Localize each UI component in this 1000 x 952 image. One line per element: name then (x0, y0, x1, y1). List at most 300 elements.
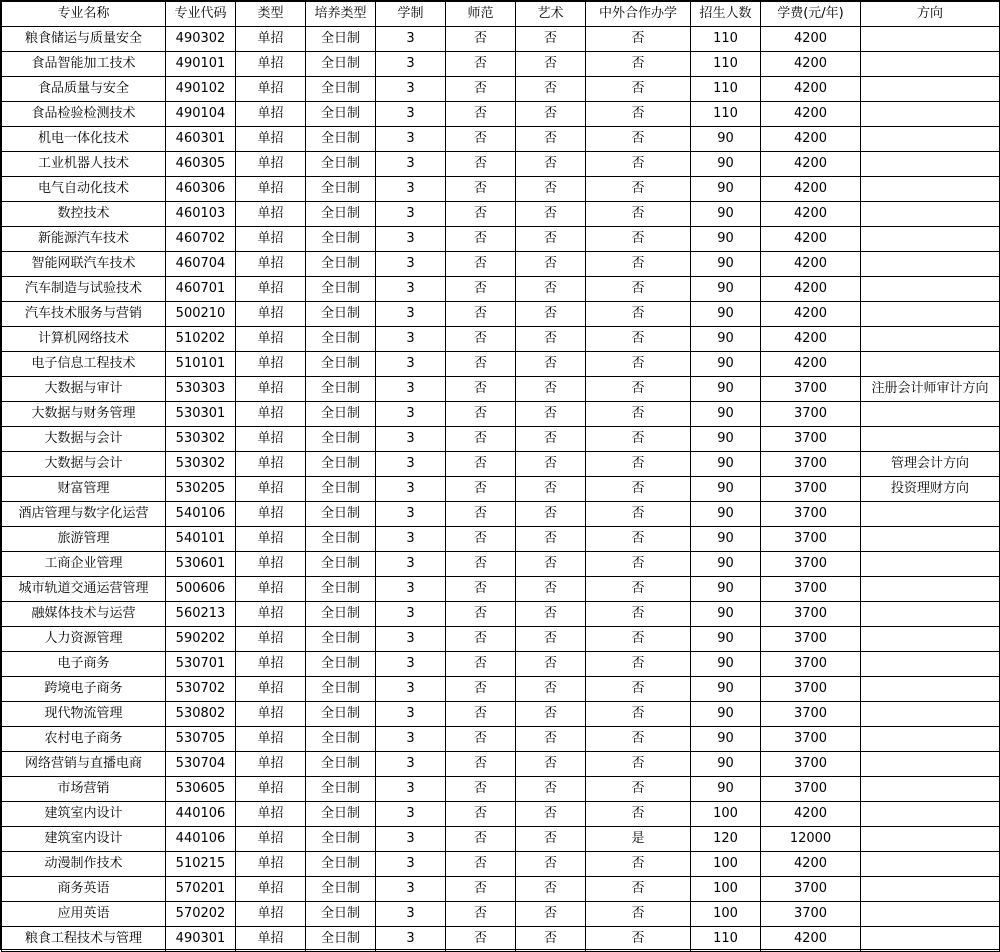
direction-cell (861, 302, 1000, 327)
table-row (2, 777, 1000, 802)
duration-cell: 3 (376, 227, 446, 252)
major-code-cell: 460305 (166, 152, 236, 177)
normal-education-cell: 否 (446, 152, 516, 177)
enrollment-cell: 110 (691, 77, 761, 102)
table-row (2, 677, 1000, 702)
training-type-cell: 全日制 (306, 902, 376, 927)
type-cell: 单招 (236, 127, 306, 152)
table-row (2, 277, 1000, 302)
art-cell: 否 (516, 177, 586, 202)
normal-education-cell: 否 (446, 127, 516, 152)
art-cell: 否 (516, 102, 586, 127)
tuition-cell: 4200 (761, 802, 861, 827)
table-row (2, 577, 1000, 602)
header-normal-education: 师范 (446, 2, 516, 27)
type-cell: 单招 (236, 502, 306, 527)
table-row (2, 202, 1000, 227)
table-row (2, 552, 1000, 577)
art-cell: 否 (516, 227, 586, 252)
direction-cell (861, 627, 1000, 652)
training-type-cell: 全日制 (306, 702, 376, 727)
art-cell: 否 (516, 577, 586, 602)
joint-program-cell: 否 (586, 852, 691, 877)
enrollment-cell: 90 (691, 152, 761, 177)
type-cell: 单招 (236, 377, 306, 402)
enrollment-table (1, 1, 1000, 952)
normal-education-cell: 否 (446, 677, 516, 702)
normal-education-cell: 否 (446, 427, 516, 452)
type-cell: 单招 (236, 227, 306, 252)
enrollment-cell: 90 (691, 752, 761, 777)
tuition-cell: 3700 (761, 477, 861, 502)
duration-cell: 3 (376, 502, 446, 527)
direction-cell (861, 527, 1000, 552)
major-code-cell: 530702 (166, 677, 236, 702)
type-cell: 单招 (236, 277, 306, 302)
tuition-cell: 3700 (761, 652, 861, 677)
major-code-cell: 530705 (166, 727, 236, 752)
art-cell: 否 (516, 552, 586, 577)
training-type-cell: 全日制 (306, 277, 376, 302)
major-name-cell: 跨境电子商务 (2, 677, 166, 702)
training-type-cell: 全日制 (306, 302, 376, 327)
enrollment-cell: 110 (691, 52, 761, 77)
direction-cell (861, 327, 1000, 352)
table-row (2, 77, 1000, 102)
normal-education-cell: 否 (446, 252, 516, 277)
normal-education-cell: 否 (446, 277, 516, 302)
tuition-cell: 3700 (761, 677, 861, 702)
table-row (2, 227, 1000, 252)
major-code-cell: 530605 (166, 777, 236, 802)
major-code-cell: 530601 (166, 552, 236, 577)
duration-cell: 3 (376, 352, 446, 377)
major-name-cell: 融媒体技术与运营 (2, 602, 166, 627)
joint-program-cell: 否 (586, 452, 691, 477)
duration-cell: 3 (376, 877, 446, 902)
table-row (2, 852, 1000, 877)
joint-program-cell: 否 (586, 127, 691, 152)
direction-cell (861, 227, 1000, 252)
enrollment-cell: 90 (691, 702, 761, 727)
duration-cell: 3 (376, 377, 446, 402)
duration-cell: 3 (376, 277, 446, 302)
major-name-cell: 大数据与财务管理 (2, 402, 166, 427)
direction-cell (861, 877, 1000, 902)
table-row (2, 377, 1000, 402)
tuition-cell: 4200 (761, 27, 861, 52)
major-code-cell: 490302 (166, 27, 236, 52)
table-row (2, 352, 1000, 377)
table-row (2, 752, 1000, 777)
art-cell: 否 (516, 377, 586, 402)
training-type-cell: 全日制 (306, 452, 376, 477)
direction-cell (861, 102, 1000, 127)
joint-program-cell: 否 (586, 577, 691, 602)
enrollment-cell: 90 (691, 727, 761, 752)
training-type-cell: 全日制 (306, 552, 376, 577)
enrollment-cell: 100 (691, 852, 761, 877)
type-cell: 单招 (236, 877, 306, 902)
tuition-cell: 3700 (761, 527, 861, 552)
enrollment-cell: 90 (691, 177, 761, 202)
duration-cell: 3 (376, 152, 446, 177)
normal-education-cell: 否 (446, 902, 516, 927)
enrollment-cell: 90 (691, 202, 761, 227)
type-cell: 单招 (236, 802, 306, 827)
direction-cell: 管理会计方向 (861, 452, 1000, 477)
training-type-cell: 全日制 (306, 227, 376, 252)
joint-program-cell: 否 (586, 802, 691, 827)
header-major-name: 专业名称 (2, 2, 166, 27)
direction-cell (861, 177, 1000, 202)
major-code-cell: 530301 (166, 402, 236, 427)
type-cell: 单招 (236, 427, 306, 452)
major-code-cell: 490101 (166, 52, 236, 77)
normal-education-cell: 否 (446, 702, 516, 727)
major-code-cell: 540106 (166, 502, 236, 527)
header-duration: 学制 (376, 2, 446, 27)
table-row (2, 877, 1000, 902)
type-cell: 单招 (236, 252, 306, 277)
enrollment-cell: 90 (691, 577, 761, 602)
training-type-cell: 全日制 (306, 627, 376, 652)
joint-program-cell: 否 (586, 702, 691, 727)
table-row (2, 327, 1000, 352)
type-cell: 单招 (236, 827, 306, 852)
joint-program-cell: 否 (586, 227, 691, 252)
art-cell: 否 (516, 727, 586, 752)
major-code-cell: 460103 (166, 202, 236, 227)
joint-program-cell: 否 (586, 627, 691, 652)
normal-education-cell: 否 (446, 877, 516, 902)
training-type-cell: 全日制 (306, 577, 376, 602)
tuition-cell: 4200 (761, 327, 861, 352)
major-name-cell: 粮食工程技术与管理 (2, 927, 166, 952)
type-cell: 单招 (236, 327, 306, 352)
direction-cell (861, 127, 1000, 152)
normal-education-cell: 否 (446, 527, 516, 552)
training-type-cell: 全日制 (306, 202, 376, 227)
major-code-cell: 460704 (166, 252, 236, 277)
major-code-cell: 560213 (166, 602, 236, 627)
table-row (2, 827, 1000, 852)
enrollment-cell: 90 (691, 552, 761, 577)
duration-cell: 3 (376, 602, 446, 627)
duration-cell: 3 (376, 427, 446, 452)
major-name-cell: 农村电子商务 (2, 727, 166, 752)
type-cell: 单招 (236, 652, 306, 677)
major-code-cell: 440106 (166, 827, 236, 852)
training-type-cell: 全日制 (306, 777, 376, 802)
type-cell: 单招 (236, 527, 306, 552)
art-cell: 否 (516, 277, 586, 302)
major-name-cell: 酒店管理与数字化运营 (2, 502, 166, 527)
training-type-cell: 全日制 (306, 352, 376, 377)
duration-cell: 3 (376, 327, 446, 352)
major-code-cell: 530802 (166, 702, 236, 727)
normal-education-cell: 否 (446, 377, 516, 402)
joint-program-cell: 否 (586, 402, 691, 427)
table-row (2, 452, 1000, 477)
major-code-cell: 510215 (166, 852, 236, 877)
major-name-cell: 大数据与会计 (2, 452, 166, 477)
tuition-cell: 3700 (761, 877, 861, 902)
table-body (2, 27, 1000, 952)
table-row (2, 177, 1000, 202)
joint-program-cell: 否 (586, 877, 691, 902)
duration-cell: 3 (376, 102, 446, 127)
direction-cell (861, 752, 1000, 777)
major-name-cell: 新能源汽车技术 (2, 227, 166, 252)
joint-program-cell: 否 (586, 552, 691, 577)
direction-cell (861, 802, 1000, 827)
joint-program-cell: 否 (586, 152, 691, 177)
duration-cell: 3 (376, 527, 446, 552)
direction-cell (861, 577, 1000, 602)
joint-program-cell: 否 (586, 252, 691, 277)
direction-cell (861, 152, 1000, 177)
type-cell: 单招 (236, 177, 306, 202)
joint-program-cell: 否 (586, 52, 691, 77)
art-cell: 否 (516, 527, 586, 552)
normal-education-cell: 否 (446, 827, 516, 852)
normal-education-cell: 否 (446, 27, 516, 52)
tuition-cell: 12000 (761, 827, 861, 852)
major-name-cell: 计算机网络技术 (2, 327, 166, 352)
joint-program-cell: 是 (586, 827, 691, 852)
direction-cell (861, 852, 1000, 877)
major-name-cell: 汽车技术服务与营销 (2, 302, 166, 327)
major-name-cell: 建筑室内设计 (2, 802, 166, 827)
direction-cell (861, 402, 1000, 427)
normal-education-cell: 否 (446, 602, 516, 627)
training-type-cell: 全日制 (306, 927, 376, 952)
type-cell: 单招 (236, 27, 306, 52)
joint-program-cell: 否 (586, 102, 691, 127)
major-name-cell: 工商企业管理 (2, 552, 166, 577)
major-code-cell: 500210 (166, 302, 236, 327)
art-cell: 否 (516, 152, 586, 177)
normal-education-cell: 否 (446, 627, 516, 652)
header-art: 艺术 (516, 2, 586, 27)
major-code-cell: 530302 (166, 427, 236, 452)
training-type-cell: 全日制 (306, 502, 376, 527)
tuition-cell: 4200 (761, 202, 861, 227)
table-row (2, 527, 1000, 552)
major-name-cell: 应用英语 (2, 902, 166, 927)
art-cell: 否 (516, 452, 586, 477)
normal-education-cell: 否 (446, 327, 516, 352)
normal-education-cell: 否 (446, 502, 516, 527)
tuition-cell: 3700 (761, 902, 861, 927)
joint-program-cell: 否 (586, 477, 691, 502)
tuition-cell: 3700 (761, 602, 861, 627)
direction-cell (861, 727, 1000, 752)
normal-education-cell: 否 (446, 927, 516, 952)
normal-education-cell: 否 (446, 752, 516, 777)
duration-cell: 3 (376, 27, 446, 52)
major-name-cell: 网络营销与直播电商 (2, 752, 166, 777)
duration-cell: 3 (376, 127, 446, 152)
table-row (2, 427, 1000, 452)
tuition-cell: 4200 (761, 227, 861, 252)
art-cell: 否 (516, 877, 586, 902)
tuition-cell: 3700 (761, 577, 861, 602)
tuition-cell: 3700 (761, 702, 861, 727)
direction-cell (861, 652, 1000, 677)
enrollment-cell: 120 (691, 827, 761, 852)
enrollment-cell: 90 (691, 402, 761, 427)
joint-program-cell: 否 (586, 177, 691, 202)
type-cell: 单招 (236, 927, 306, 952)
training-type-cell: 全日制 (306, 527, 376, 552)
training-type-cell: 全日制 (306, 102, 376, 127)
joint-program-cell: 否 (586, 752, 691, 777)
type-cell: 单招 (236, 602, 306, 627)
enrollment-cell: 90 (691, 502, 761, 527)
duration-cell: 3 (376, 927, 446, 952)
normal-education-cell: 否 (446, 52, 516, 77)
major-code-cell: 490301 (166, 927, 236, 952)
duration-cell: 3 (376, 577, 446, 602)
major-name-cell: 机电一体化技术 (2, 127, 166, 152)
major-code-cell: 570201 (166, 877, 236, 902)
tuition-cell: 4200 (761, 302, 861, 327)
enrollment-cell: 90 (691, 427, 761, 452)
normal-education-cell: 否 (446, 652, 516, 677)
enrollment-cell: 90 (691, 277, 761, 302)
type-cell: 单招 (236, 902, 306, 927)
normal-education-cell: 否 (446, 77, 516, 102)
normal-education-cell: 否 (446, 727, 516, 752)
major-name-cell: 财富管理 (2, 477, 166, 502)
art-cell: 否 (516, 752, 586, 777)
tuition-cell: 3700 (761, 452, 861, 477)
table-row (2, 902, 1000, 927)
joint-program-cell: 否 (586, 527, 691, 552)
type-cell: 单招 (236, 852, 306, 877)
duration-cell: 3 (376, 452, 446, 477)
table-row (2, 502, 1000, 527)
normal-education-cell: 否 (446, 302, 516, 327)
normal-education-cell: 否 (446, 802, 516, 827)
enrollment-cell: 110 (691, 102, 761, 127)
tuition-cell: 4200 (761, 277, 861, 302)
training-type-cell: 全日制 (306, 152, 376, 177)
major-name-cell: 汽车制造与试验技术 (2, 277, 166, 302)
direction-cell (861, 277, 1000, 302)
type-cell: 单招 (236, 52, 306, 77)
type-cell: 单招 (236, 452, 306, 477)
joint-program-cell: 否 (586, 302, 691, 327)
art-cell: 否 (516, 627, 586, 652)
tuition-cell: 4200 (761, 852, 861, 877)
enrollment-cell: 90 (691, 377, 761, 402)
art-cell: 否 (516, 652, 586, 677)
direction-cell (861, 52, 1000, 77)
major-code-cell: 530701 (166, 652, 236, 677)
type-cell: 单招 (236, 627, 306, 652)
duration-cell: 3 (376, 627, 446, 652)
duration-cell: 3 (376, 752, 446, 777)
enrollment-cell: 90 (691, 477, 761, 502)
training-type-cell: 全日制 (306, 427, 376, 452)
tuition-cell: 4200 (761, 352, 861, 377)
training-type-cell: 全日制 (306, 52, 376, 77)
type-cell: 单招 (236, 77, 306, 102)
direction-cell (861, 677, 1000, 702)
type-cell: 单招 (236, 402, 306, 427)
training-type-cell: 全日制 (306, 27, 376, 52)
table-row (2, 27, 1000, 52)
normal-education-cell: 否 (446, 402, 516, 427)
duration-cell: 3 (376, 727, 446, 752)
normal-education-cell: 否 (446, 352, 516, 377)
training-type-cell: 全日制 (306, 877, 376, 902)
major-code-cell: 530302 (166, 452, 236, 477)
tuition-cell: 4200 (761, 252, 861, 277)
tuition-cell: 4200 (761, 152, 861, 177)
art-cell: 否 (516, 802, 586, 827)
direction-cell (861, 827, 1000, 852)
table-row (2, 727, 1000, 752)
major-name-cell: 数控技术 (2, 202, 166, 227)
major-name-cell: 现代物流管理 (2, 702, 166, 727)
art-cell: 否 (516, 427, 586, 452)
table-row (2, 152, 1000, 177)
tuition-cell: 3700 (761, 627, 861, 652)
header-major-code: 专业代码 (166, 2, 236, 27)
direction-cell (861, 602, 1000, 627)
duration-cell: 3 (376, 477, 446, 502)
direction-cell (861, 552, 1000, 577)
major-code-cell: 460702 (166, 227, 236, 252)
major-code-cell: 570202 (166, 902, 236, 927)
art-cell: 否 (516, 202, 586, 227)
art-cell: 否 (516, 602, 586, 627)
table-row (2, 927, 1000, 952)
enrollment-cell: 90 (691, 452, 761, 477)
table-row (2, 477, 1000, 502)
tuition-cell: 4200 (761, 127, 861, 152)
training-type-cell: 全日制 (306, 477, 376, 502)
tuition-cell: 3700 (761, 377, 861, 402)
joint-program-cell: 否 (586, 352, 691, 377)
major-name-cell: 食品检验检测技术 (2, 102, 166, 127)
duration-cell: 3 (376, 552, 446, 577)
duration-cell: 3 (376, 402, 446, 427)
duration-cell: 3 (376, 652, 446, 677)
type-cell: 单招 (236, 552, 306, 577)
header-joint-program: 中外合作办学 (586, 2, 691, 27)
type-cell: 单招 (236, 477, 306, 502)
table-row (2, 627, 1000, 652)
tuition-cell: 3700 (761, 752, 861, 777)
training-type-cell: 全日制 (306, 377, 376, 402)
table-row (2, 802, 1000, 827)
joint-program-cell: 否 (586, 777, 691, 802)
duration-cell: 3 (376, 827, 446, 852)
major-code-cell: 530704 (166, 752, 236, 777)
table-row (2, 127, 1000, 152)
art-cell: 否 (516, 252, 586, 277)
normal-education-cell: 否 (446, 452, 516, 477)
joint-program-cell: 否 (586, 727, 691, 752)
duration-cell: 3 (376, 252, 446, 277)
normal-education-cell: 否 (446, 477, 516, 502)
major-code-cell: 440106 (166, 802, 236, 827)
